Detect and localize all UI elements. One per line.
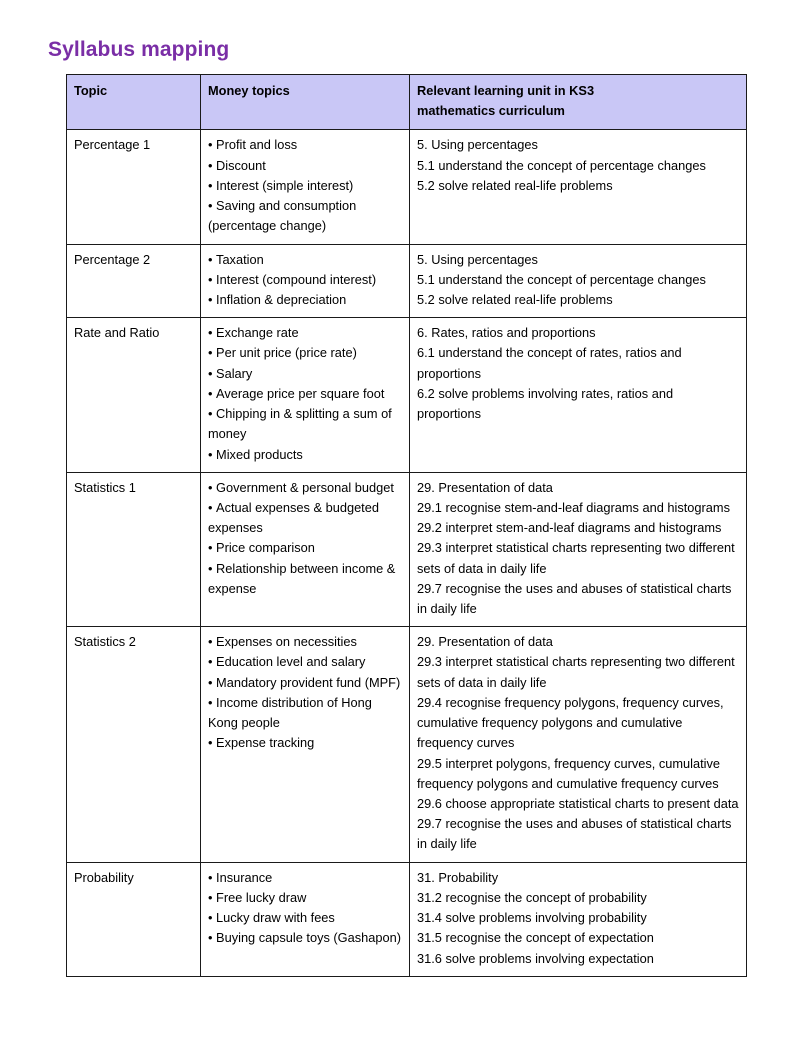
cell-learning-unit bbox=[410, 244, 747, 318]
money-topic-item: • Free lucky draw bbox=[208, 888, 402, 908]
learning-unit-item: 5.1 understand the concept of percentage changes bbox=[417, 157, 706, 173]
cell-topic: Percentage 1 bbox=[67, 130, 201, 244]
table-row bbox=[67, 244, 747, 318]
money-topic-item: • Expenses on necessities bbox=[208, 632, 402, 652]
table-body bbox=[67, 130, 747, 976]
learning-unit-list bbox=[417, 250, 739, 311]
money-topic-item: • Lucky draw with fees bbox=[208, 908, 402, 928]
money-topic-item: • Inflation & depreciation bbox=[208, 290, 402, 310]
money-topic-item: • Chipping in & splitting a sum of money bbox=[208, 404, 402, 444]
cell-money-topics bbox=[201, 862, 410, 976]
learning-unit-item: 6.1 understand the concept of rates, ratios and proportions bbox=[417, 345, 682, 381]
column-header-learning-unit bbox=[410, 75, 747, 130]
money-topic-item: • Income distribution of Hong Kong people bbox=[208, 693, 402, 733]
learning-unit-item: 6. Rates, ratios and proportions bbox=[417, 325, 596, 341]
cell-money-topics bbox=[201, 130, 410, 244]
learning-unit-list bbox=[417, 478, 739, 620]
money-topic-item: • Interest (simple interest) bbox=[208, 176, 402, 196]
column-header-topic: Topic bbox=[67, 75, 201, 130]
learning-unit-item: 31.6 solve problems involving expectation bbox=[417, 950, 654, 966]
learning-unit-list bbox=[417, 323, 739, 424]
cell-topic: Statistics 1 bbox=[67, 472, 201, 627]
money-topic-item: • Exchange rate bbox=[208, 323, 402, 343]
learning-unit-item: 29.4 recognise frequency polygons, frequency curves, cumulative frequency polygons and cumulative frequency curves bbox=[417, 694, 724, 751]
learning-unit-item: 29.3 interpret statistical charts representing two different sets of data in daily life bbox=[417, 654, 735, 690]
money-topic-list bbox=[208, 323, 402, 465]
learning-unit-list bbox=[417, 632, 739, 854]
money-topic-item: • Profit and loss bbox=[208, 135, 402, 155]
money-topic-item: • Relationship between income & expense bbox=[208, 559, 402, 599]
learning-unit-item: 5.2 solve related real-life problems bbox=[417, 177, 613, 193]
cell-topic: Percentage 2 bbox=[67, 244, 201, 318]
money-topic-item: • Expense tracking bbox=[208, 733, 402, 753]
money-topic-item: • Discount bbox=[208, 156, 402, 176]
money-topic-item: • Mixed products bbox=[208, 445, 402, 465]
cell-money-topics bbox=[201, 318, 410, 473]
money-topic-item: • Saving and consumption (percentage change) bbox=[208, 196, 402, 236]
page-title: Syllabus mapping bbox=[48, 38, 230, 62]
money-topic-item: • Actual expenses & budgeted expenses bbox=[208, 498, 402, 538]
table-row bbox=[67, 318, 747, 473]
learning-unit-item: 29.7 recognise the uses and abuses of statistical charts in daily life bbox=[417, 816, 732, 852]
table-row bbox=[67, 862, 747, 976]
learning-unit-item: 5.2 solve related real-life problems bbox=[417, 291, 613, 307]
cell-learning-unit bbox=[410, 627, 747, 862]
table-row bbox=[67, 130, 747, 244]
learning-unit-item: 6.2 solve problems involving rates, ratios and proportions bbox=[417, 385, 674, 422]
money-topic-list bbox=[208, 868, 402, 949]
learning-unit-item: 31.5 recognise the concept of expectation bbox=[417, 930, 654, 946]
cell-money-topics bbox=[201, 627, 410, 862]
cell-learning-unit bbox=[410, 318, 747, 473]
learning-unit-item: 31.4 solve problems involving probability bbox=[417, 910, 647, 926]
money-topic-item: • Price comparison bbox=[208, 538, 402, 558]
learning-unit-item: 29.6 choose appropriate statistical charts to present data bbox=[417, 796, 739, 811]
money-topic-item: • Insurance bbox=[208, 868, 402, 888]
learning-unit-item: 29.3 interpret statistical charts representing two different sets of data in daily life bbox=[417, 540, 735, 576]
cell-money-topics bbox=[201, 472, 410, 627]
table-header-row bbox=[67, 75, 747, 130]
learning-unit-item: 31.2 recognise the concept of probability bbox=[417, 889, 647, 905]
learning-unit-item: 5. Using percentages bbox=[417, 251, 538, 267]
money-topic-item: • Education level and salary bbox=[208, 652, 402, 672]
money-topic-item: • Government & personal budget bbox=[208, 478, 402, 498]
syllabus-mapping-table bbox=[66, 74, 747, 977]
learning-unit-item: 5.1 understand the concept of percentage changes bbox=[417, 271, 706, 287]
learning-unit-item: 29.2 interpret stem-and-leaf diagrams and histograms bbox=[417, 520, 722, 536]
money-topic-list bbox=[208, 632, 402, 753]
money-topic-item: • Buying capsule toys (Gashapon) bbox=[208, 928, 402, 948]
learning-unit-item: 29. Presentation of data bbox=[417, 479, 553, 495]
learning-unit-item: 31. Probability bbox=[417, 869, 499, 885]
table-header bbox=[67, 75, 747, 130]
cell-learning-unit bbox=[410, 472, 747, 627]
cell-topic: Probability bbox=[67, 862, 201, 976]
cell-learning-unit bbox=[410, 130, 747, 244]
money-topic-item: • Salary bbox=[208, 364, 402, 384]
learning-unit-item: 29.1 recognise stem-and-leaf diagrams and histograms bbox=[417, 499, 730, 515]
cell-topic: Statistics 2 bbox=[67, 627, 201, 862]
learning-unit-item: 5. Using percentages bbox=[417, 137, 538, 153]
money-topic-item: • Average price per square foot bbox=[208, 384, 402, 404]
learning-unit-item: 29. Presentation of data bbox=[417, 634, 553, 650]
money-topic-list bbox=[208, 478, 402, 599]
table-row bbox=[67, 472, 747, 627]
cell-learning-unit bbox=[410, 862, 747, 976]
learning-unit-list bbox=[417, 135, 739, 196]
cell-topic: Rate and Ratio bbox=[67, 318, 201, 473]
learning-unit-item: 29.5 interpret polygons, frequency curves, cumulative frequency polygons and cumulative frequency curves bbox=[417, 755, 721, 791]
table-row bbox=[67, 627, 747, 862]
cell-money-topics bbox=[201, 244, 410, 318]
learning-unit-list bbox=[417, 868, 739, 969]
money-topic-item: • Per unit price (price rate) bbox=[208, 343, 402, 363]
column-header-learning-unit-line2: mathematics curriculum bbox=[417, 103, 565, 119]
money-topic-item: • Mandatory provident fund (MPF) bbox=[208, 673, 402, 693]
money-topic-list bbox=[208, 250, 402, 311]
column-header-money-topics: Money topics bbox=[201, 75, 410, 130]
learning-unit-item: 29.7 recognise the uses and abuses of statistical charts in daily life bbox=[417, 580, 732, 617]
money-topic-list bbox=[208, 135, 402, 236]
money-topic-item: • Interest (compound interest) bbox=[208, 270, 402, 290]
column-header-learning-unit-line1: Relevant learning unit in KS3 bbox=[417, 83, 595, 98]
money-topic-item: • Taxation bbox=[208, 250, 402, 270]
